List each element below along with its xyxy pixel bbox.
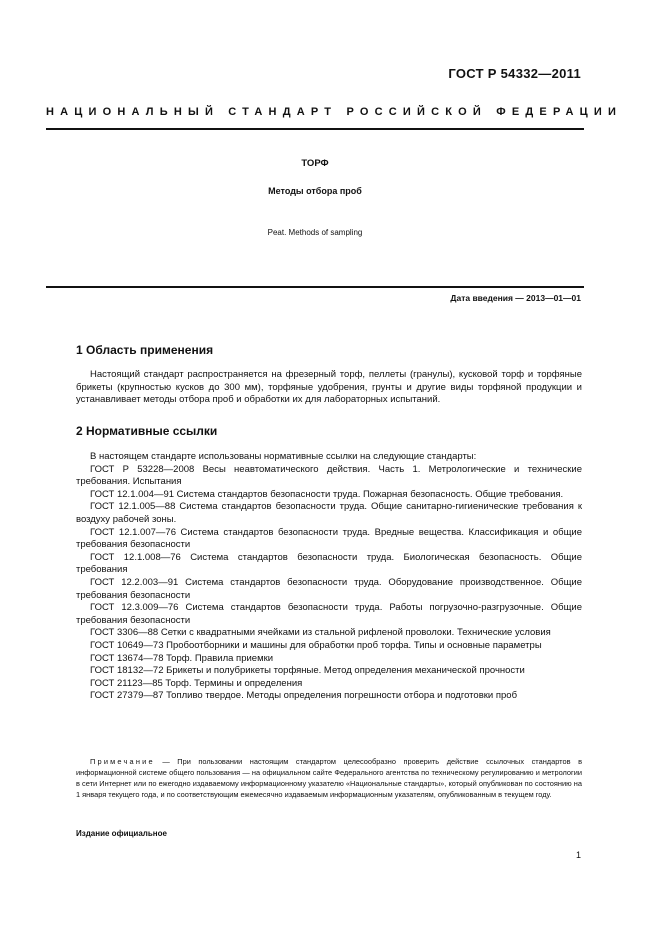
reference-item: ГОСТ 12.3.009—76 Система стандартов безопасности труда. Работы погрузочно-разгрузочные. Общие требования безопасности (76, 602, 582, 626)
reference-item: ГОСТ 21123—85 Торф. Термины и определения (90, 677, 303, 689)
reference-item: ГОСТ 12.2.003—91 Система стандартов безопасности труда. Оборудование производственное. Общие требования безопасности (76, 576, 582, 601)
note-text: — При пользовании настоящим стандартом целесообразно проверить действие ссылочных стандартов в информационной системе общего пользования — на официальном сайте Федерального агентства по техническому регулированию и метрологии в сети Интернет или по ежегодно издаваемому информационному указателю «Национальные стандарты», который опубликован по состоянию на 1 января текущего года, и по соответствующим ежемесячно издаваемым информационным указателям, опубликованным в текущем году. (76, 757, 582, 799)
introduction-date: Дата введения — 2013—01—01 (450, 293, 581, 303)
reference-item: ГОСТ 3306—88 Сетки с квадратными ячейками из стальной рифленой проволоки. Технические условия (90, 627, 551, 639)
reference-item: ГОСТ 27379—87 Топливо твердое. Методы определения погрешности отбора и подготовки проб (90, 690, 518, 702)
official-edition: Издание официальное (76, 829, 167, 838)
reference-item: ГОСТ 12.1.008—76 Система стандартов безопасности труда. Биологическая безопасность. Общие требования (76, 551, 582, 576)
references-list (76, 451, 582, 703)
reference-item: ГОСТ 18132—72 Брикеты и полубрикеты торфяные. Метод определения механической прочности (90, 665, 525, 677)
references-intro: В настоящем стандарте использованы нормативные ссылки на следующие стандарты: (90, 451, 477, 462)
national-standard-header: НАЦИОНАЛЬНЫЙ СТАНДАРТ РОССИЙСКОЙ ФЕДЕРАЦИИ (46, 106, 623, 118)
reference-item: ГОСТ 12.1.004—91 Система стандартов безопасности труда. Пожарная безопасность. Общие требования. (90, 488, 564, 500)
header-divider (46, 128, 584, 130)
section-1-text: Настоящий стандарт распространяется на фрезерный торф, пеллеты (гранулы), кусковой торф и торфяные брикеты (крупностью кусков до 300 мм), торфяные удобрения, грунты и другие виды торфяной продукции и устанавливает методы отбора проб и обработки их для лабораторных испытаний. (76, 369, 582, 406)
standard-code: ГОСТ Р 54332—2011 (448, 66, 581, 81)
note-label: Примечание (90, 757, 155, 766)
note (76, 756, 582, 800)
title-divider (46, 286, 584, 288)
reference-item: ГОСТ 10649—73 Пробоотборники и машины для обработки проб торфа. Типы и основные параметры (90, 639, 542, 651)
reference-item: ГОСТ 12.1.005—88 Система стандартов безопасности труда. Общие санитарно-гигиенические требования к воздуху рабочей зоны. (76, 501, 582, 525)
reference-item: ГОСТ 13674—78 Торф. Правила приемки (90, 652, 274, 664)
reference-item: ГОСТ 12.1.007—76 Система стандартов безопасности труда. Вредные вещества. Классификация и общие требования безопасности (76, 526, 582, 551)
section-2-heading: 2 Нормативные ссылки (76, 424, 218, 438)
document-subtitle: Методы отбора проб (268, 186, 362, 196)
page-number: 1 (575, 850, 581, 860)
document-title: ТОРФ (301, 158, 329, 169)
reference-item: ГОСТ Р 53228—2008 Весы неавтоматического действия. Часть 1. Метрологические и технические требования. Испытания (76, 463, 582, 488)
english-title: Peat. Methods of sampling (267, 228, 363, 237)
section-1-heading: 1 Область применения (76, 343, 214, 357)
